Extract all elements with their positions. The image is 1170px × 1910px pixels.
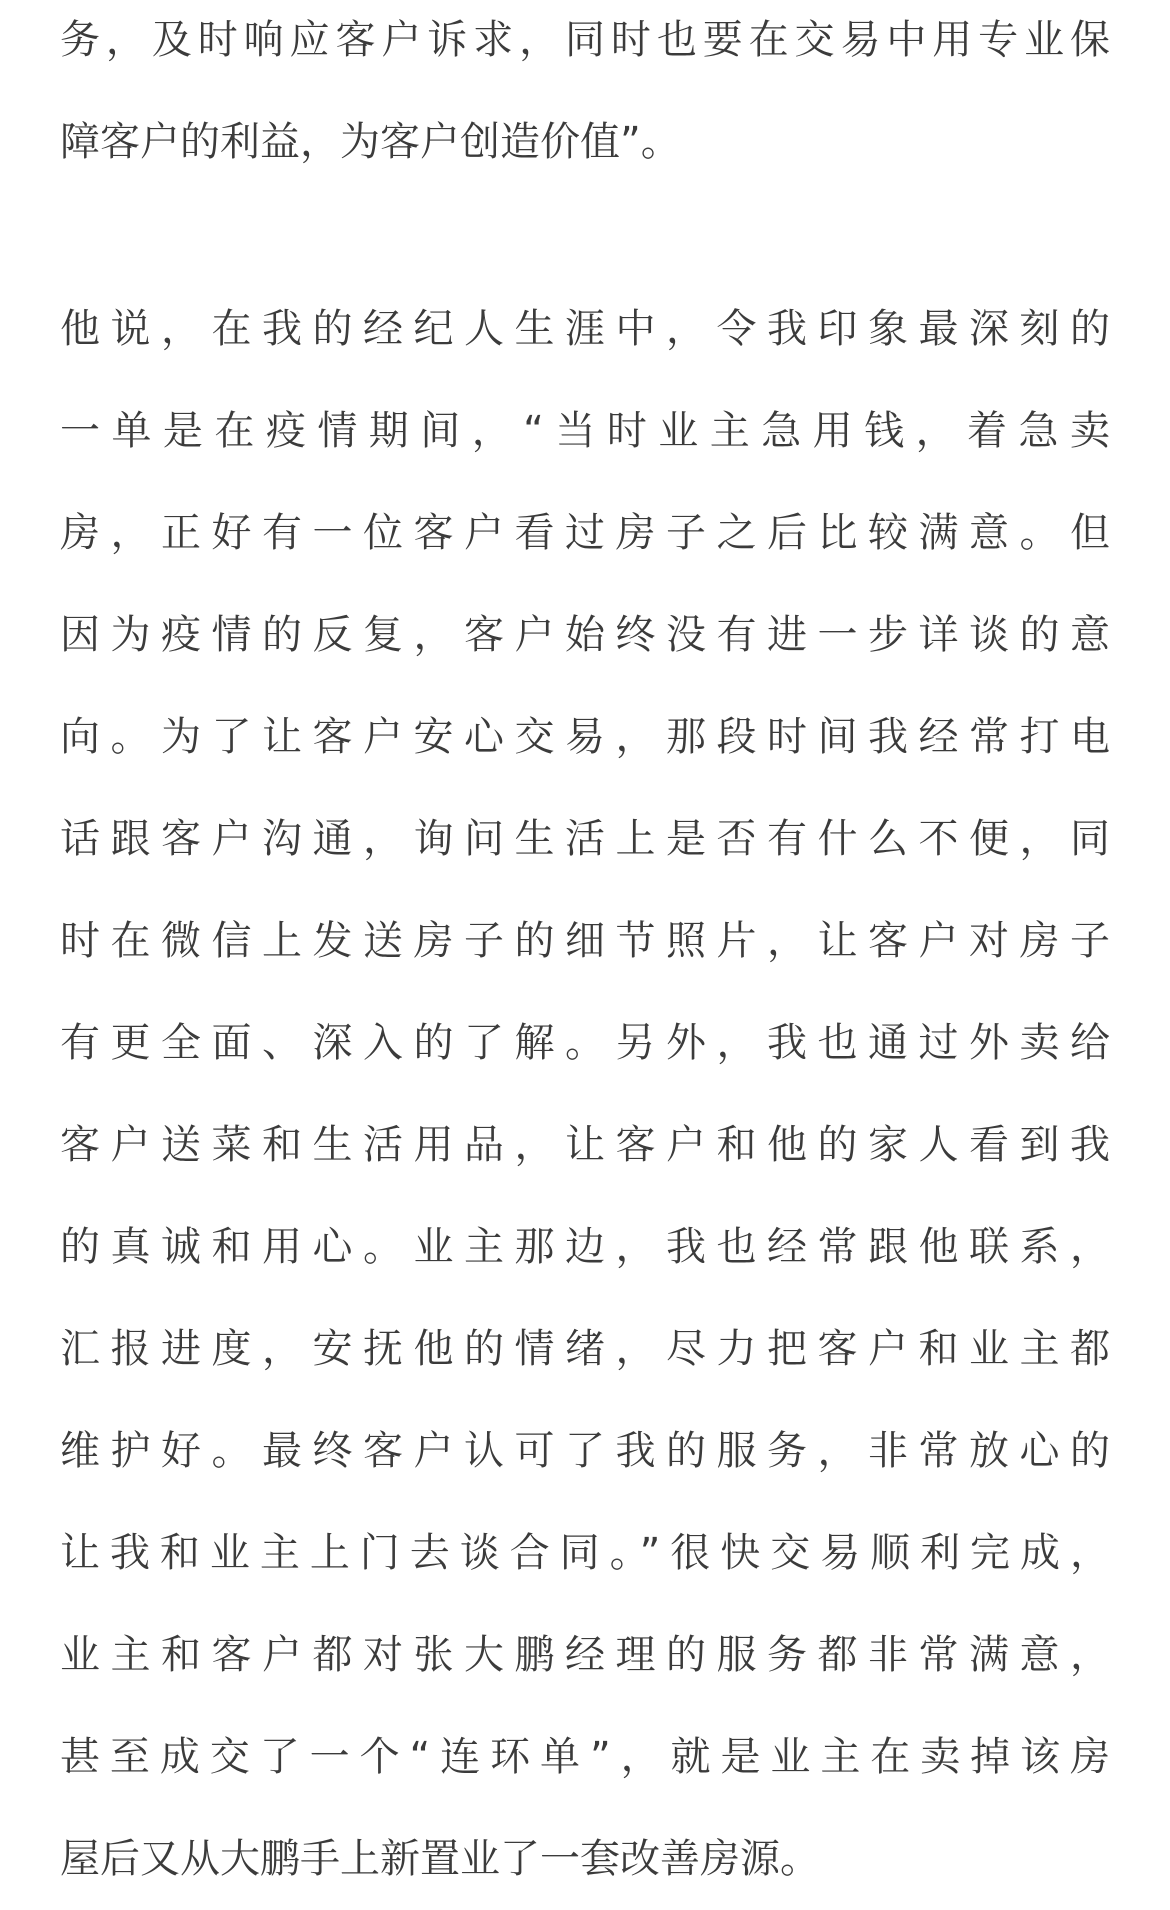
text-line: 一单是在疫情期间，“当时业主急用钱，着急卖 <box>60 408 1110 454</box>
text-line: 的真诚和用心。业主那边，我也经常跟他联系， <box>60 1224 1110 1270</box>
text-line: 他说，在我的经纪人生涯中，令我印象最深刻的 <box>60 306 1110 352</box>
text-line: 房，正好有一位客户看过房子之后比较满意。但 <box>60 510 1110 556</box>
text-line: 业主和客户都对张大鹏经理的服务都非常满意， <box>60 1632 1110 1678</box>
text-line: 甚至成交了一个“连环单”，就是业主在卖掉该房 <box>60 1734 1110 1780</box>
text-line: 障客户的利益，为客户创造价值”。 <box>60 119 681 165</box>
text-line: 话跟客户沟通，询问生活上是否有什么不便，同 <box>60 816 1110 862</box>
text-line: 有更全面、深入的了解。另外，我也通过外卖给 <box>60 1020 1110 1066</box>
text-line: 维护好。最终客户认可了我的服务，非常放心的 <box>60 1428 1110 1474</box>
text-line: 屋后又从大鹏手上新置业了一套改善房源。 <box>60 1836 820 1882</box>
paragraph <box>60 0 1110 193</box>
text-line: 让我和业主上门去谈合同。”很快交易顺利完成， <box>60 1530 1110 1576</box>
text-line: 务，及时响应客户诉求，同时也要在交易中用专业保 <box>60 17 1110 63</box>
paragraph <box>60 278 1110 1910</box>
text-line: 客户送菜和生活用品，让客户和他的家人看到我 <box>60 1122 1110 1168</box>
text-line: 向。为了让客户安心交易，那段时间我经常打电 <box>60 714 1110 760</box>
text-line: 时在微信上发送房子的细节照片，让客户对房子 <box>60 918 1110 964</box>
text-line: 因为疫情的反复，客户始终没有进一步详谈的意 <box>60 612 1110 658</box>
text-line: 汇报进度，安抚他的情绪，尽力把客户和业主都 <box>60 1326 1110 1372</box>
